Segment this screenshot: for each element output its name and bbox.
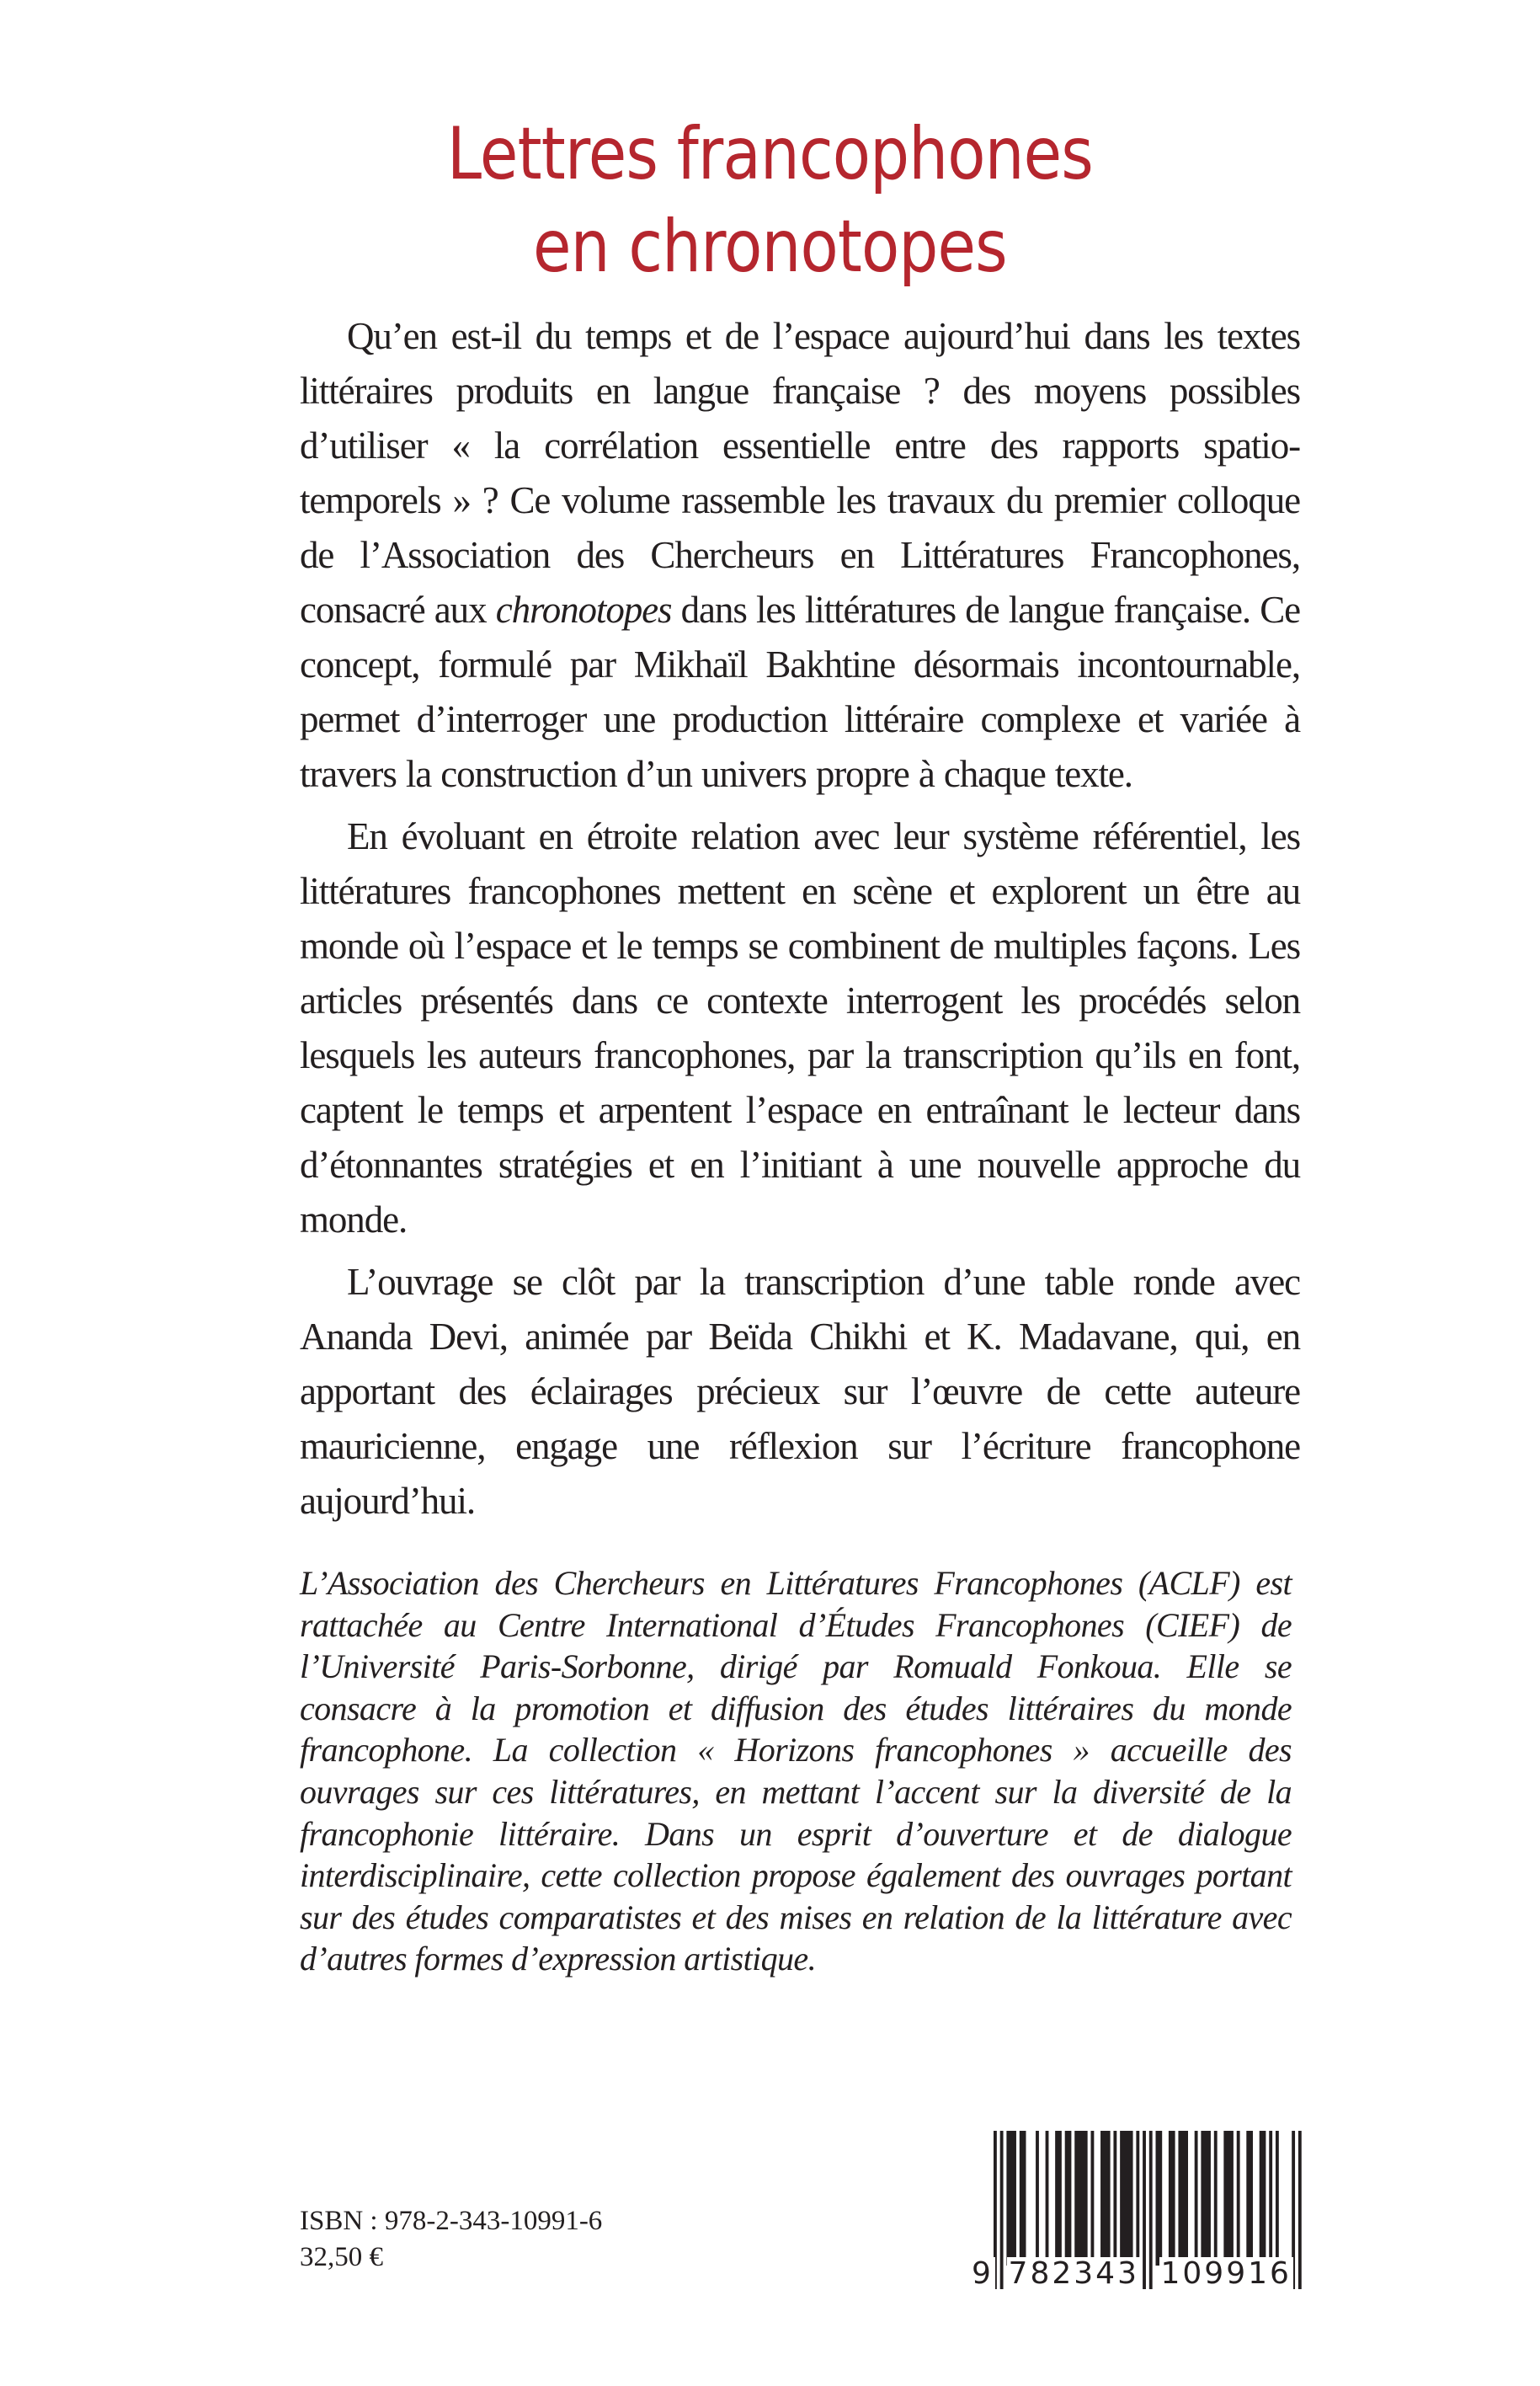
barcode-bar (1065, 2131, 1072, 2266)
barcode-bar (1237, 2131, 1240, 2266)
barcode-bar (1074, 2131, 1087, 2266)
barcode-bar (1156, 2131, 1163, 2266)
barcode-bar (1214, 2131, 1218, 2266)
back-cover-summary (300, 309, 1300, 1536)
barcode-guard-bar (1000, 2131, 1004, 2289)
barcode-bar (1246, 2131, 1253, 2266)
summary-paragraph-1-text-b: dans les littératures de langue française. Ce concept, formulé par Mikhaïl Bakhtine désormais incontournable, permet d’interroger une production littéraire complexe et variée à travers la construction d’un univers propre à chaque texte. (300, 589, 1300, 795)
price: 32,50 € (300, 2242, 383, 2272)
barcode-bar (1276, 2131, 1279, 2266)
barcode-bar (1195, 2131, 1198, 2266)
book-title-line-2: en chronotopes (533, 205, 1007, 289)
barcode-bar (1036, 2131, 1039, 2266)
barcode-digit-first: 9 (972, 2256, 994, 2291)
barcode-bar (1091, 2131, 1095, 2266)
book-title-line-1: Lettres francophones (446, 112, 1093, 196)
summary-paragraph-2: En évoluant en étroite relation avec leur système référentiel, les littératures francophones mettent en scène et explorent un être au monde où l’espace et le temps se combinent de multiples façons. Les articles présentés dans ce contexte interrogent les procédés selon lesquels les auteurs francophones, par la transcription qu’ils en font, captent le temps et arpentent l’espace en entraînant le lecteur dans d’étonnantes stratégies et en l’initiant à une nouvelle approche du monde. (300, 815, 1300, 1241)
barcode-guard-bar (1143, 2131, 1146, 2289)
barcode-bar (1201, 2131, 1211, 2266)
barcode-bar (1100, 2131, 1111, 2266)
barcode-bar (1178, 2131, 1188, 2266)
barcode-bar (1260, 2131, 1266, 2266)
barcode-bar (1055, 2131, 1062, 2266)
barcode-bar (1113, 2131, 1116, 2266)
barcode-digits-left: 782343 (1008, 2256, 1139, 2291)
summary-paragraph-3: L’ouvrage se clôt par la transcription d’une table ronde avec Ananda Devi, animée par Beïda Chikhi et K. Madavane, qui, en apportant des éclairages précieux sur l’œuvre de cette auteure mauricienne, engage une réflexion sur l’écriture francophone aujourd’hui. (300, 1261, 1300, 1522)
barcode-bar (1269, 2131, 1272, 2266)
barcode-bar (1020, 2131, 1026, 2266)
isbn-number: ISBN : 978-2-343-10991-6 (300, 2206, 603, 2236)
barcode-guard-bar (1149, 2131, 1153, 2289)
barcode-bar (1136, 2131, 1139, 2266)
chronotopes-italic-term: chronotopes (495, 589, 672, 631)
barcode-bar (1006, 2131, 1016, 2266)
barcode-bar (1223, 2131, 1234, 2266)
barcode-bar (1120, 2131, 1132, 2266)
barcode-bar (1046, 2131, 1049, 2266)
collection-description: L’Association des Chercheurs en Littératures Francophones (ACLF) est rattachée au Centre International d’Études Francophones (CIEF) de l’Université Paris-Sorbonne, dirigé par Romuald Fonkoua. Elle se consacre à la promotion et diffusion des études littéraires du monde francophone. La collection « Horizons francophones » accueille des ouvrages sur ces littératures, en mettant l’accent sur la diversité de la francophonie littéraire. Dans un esprit d’ouverture et de dialogue interdisciplinaire, cette collection propose également des ouvrages portant sur des études comparatistes et des mises en relation de la littérature avec d’autres formes d’expression artistique. (300, 1564, 1292, 1978)
barcode-bar (1169, 2131, 1175, 2266)
summary-paragraph-1-text-a: Qu’en est-il du temps et de l’espace aujourd’hui dans les textes littéraires produits en langue française ? des moyens possibles d’utiliser « la corrélation essentielle entre des rapports spatio-temporels » ? Ce volume rassemble les travaux du premier colloque de l’Association des Chercheurs en Littératures Francophones, consacré aux (300, 315, 1300, 631)
barcode-guard-bar (1298, 2131, 1302, 2289)
book-title (108, 108, 1432, 293)
summary-paragraph-1 (300, 309, 1300, 802)
barcode-digits-right: 109916 (1160, 2256, 1292, 2291)
